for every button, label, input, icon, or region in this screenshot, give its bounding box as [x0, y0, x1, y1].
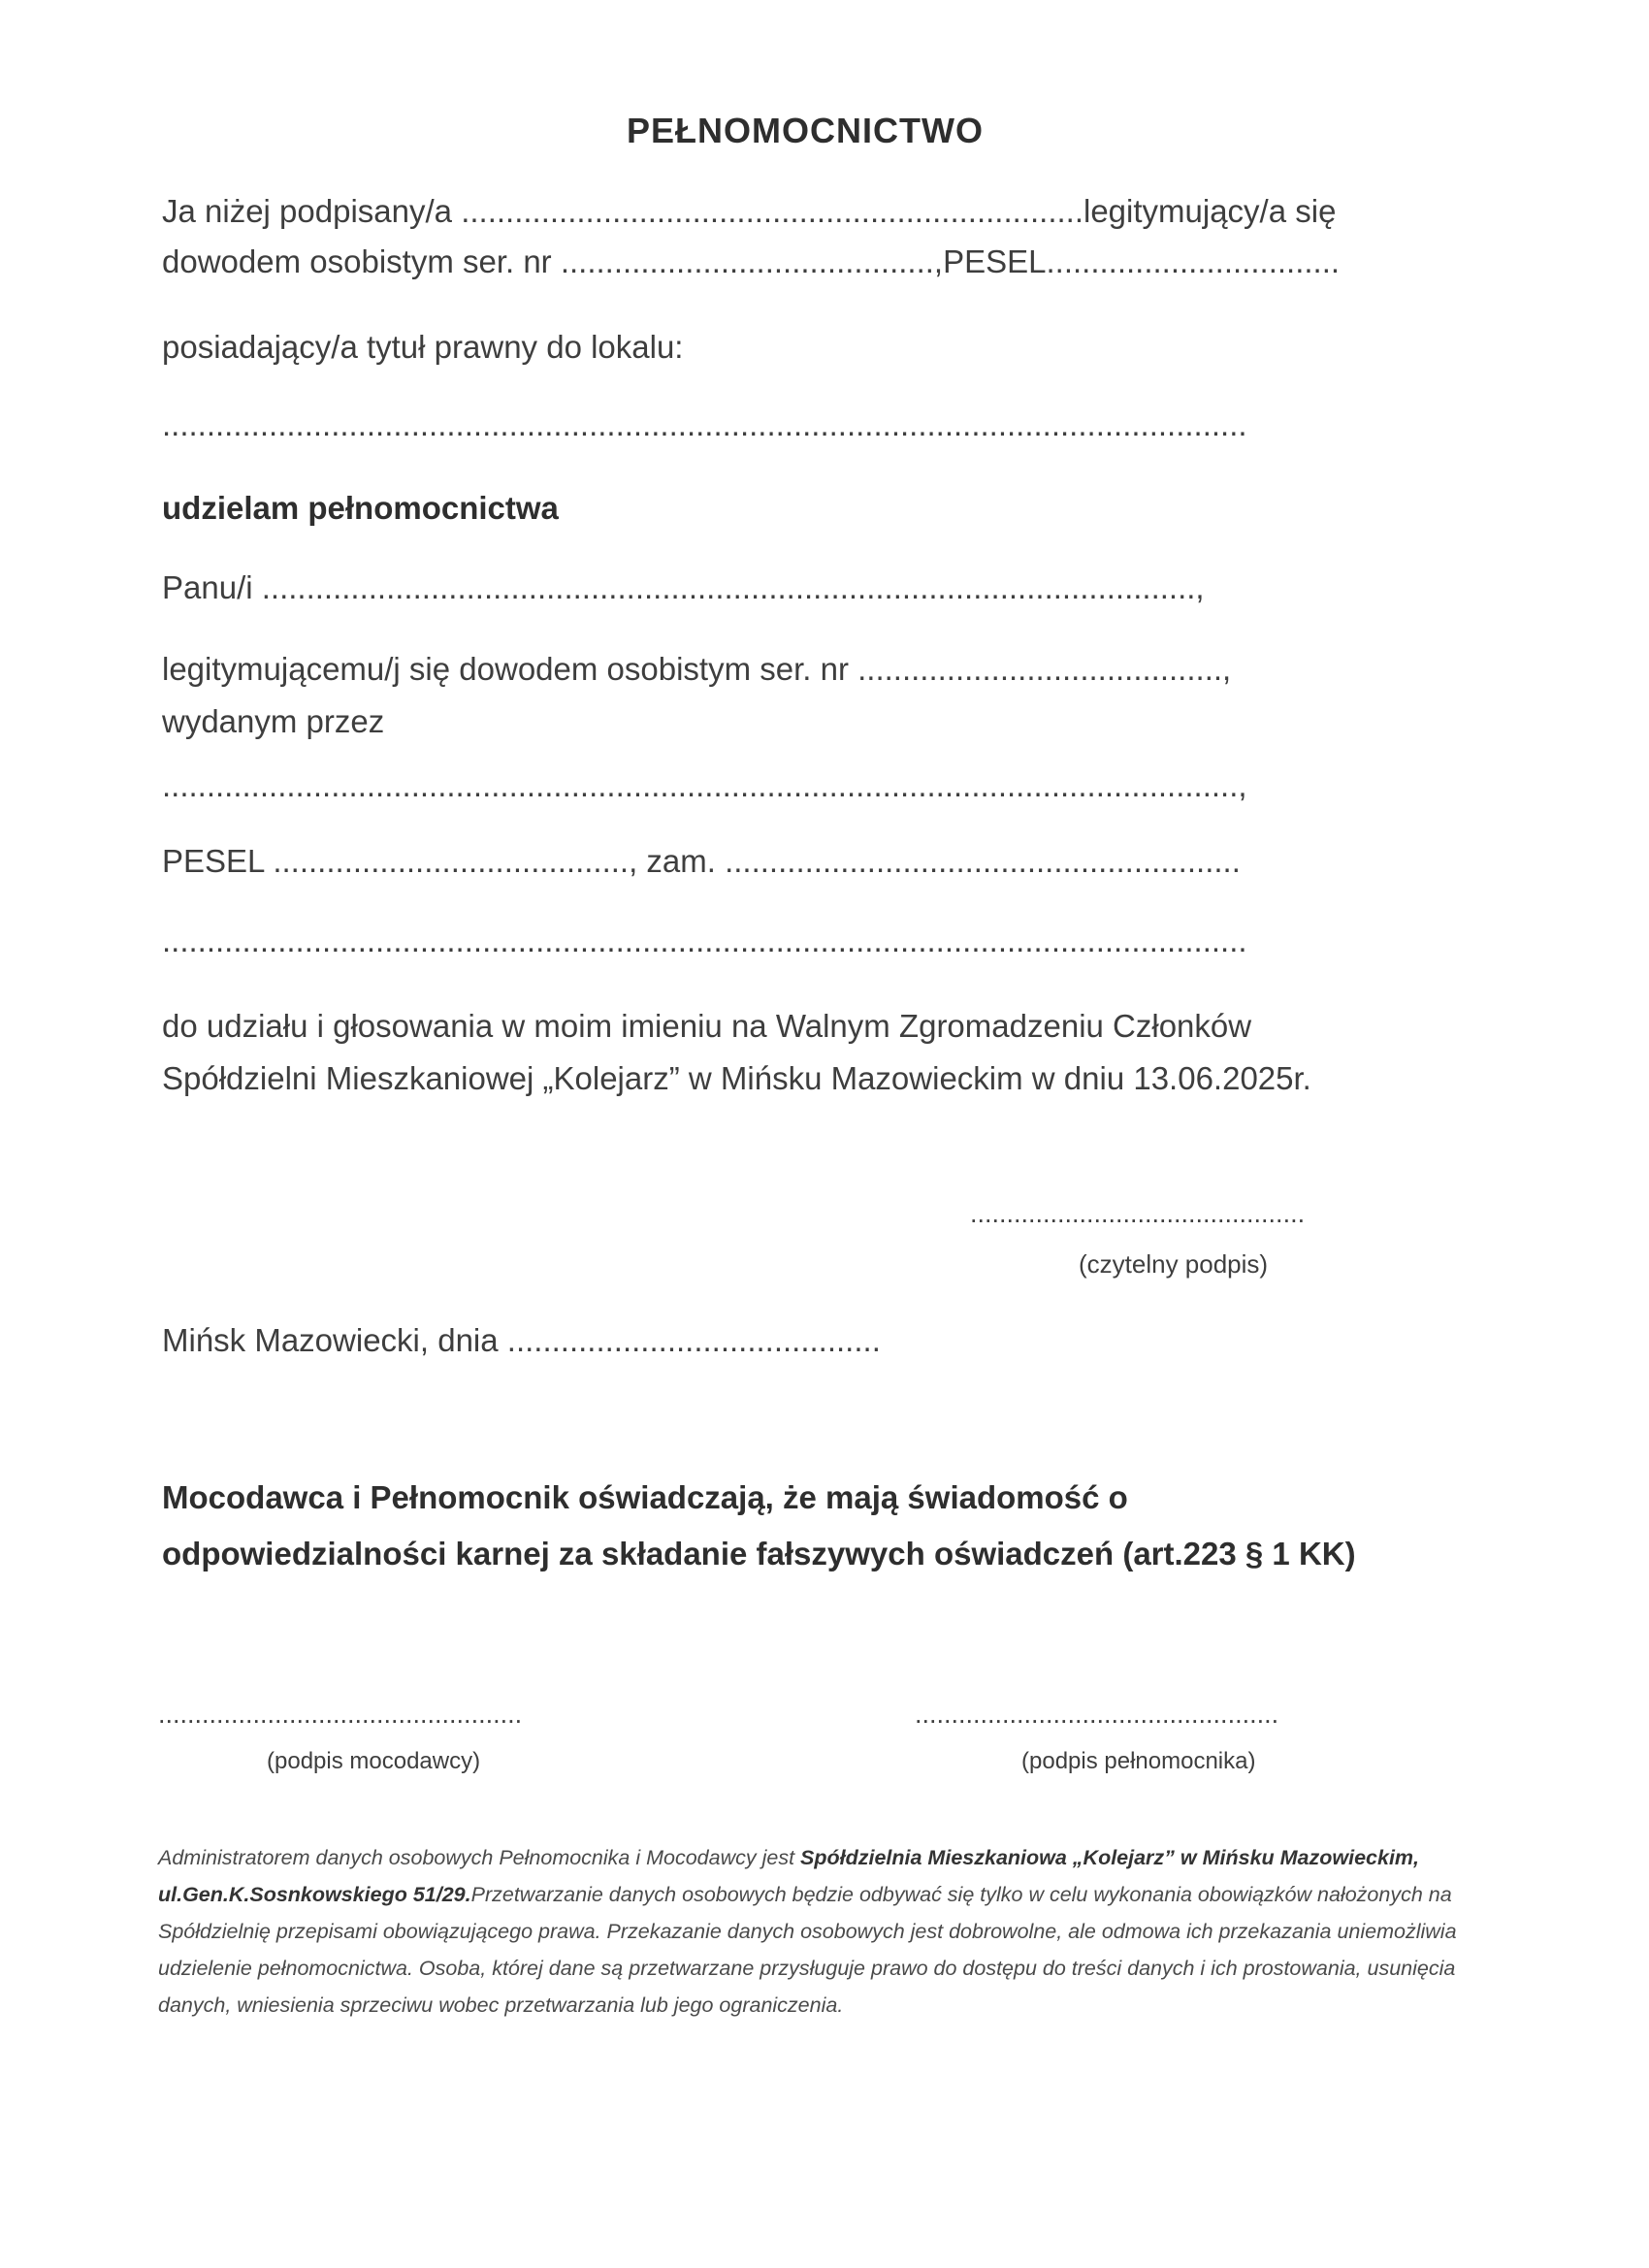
document-title: PEŁNOMOCNICTWO: [627, 111, 984, 150]
grant-heading: udzielam pełnomocnictwa: [162, 490, 559, 526]
purpose-line-1: do udziału i głosowania w moim imieniu na Walnym Zgromadzeniu Członków: [162, 1008, 1252, 1044]
principal-signature-caption: (podpis mocodawcy): [267, 1748, 481, 1774]
gdpr-body: Przetwarzanie danych osobowych będzie odbywać się tylko w celu wykonania obowiązków nałożonych na Spółdzielnię przepisami obowiązującego prawa. Przekazanie danych osobowych jest dobrowolne, ale odmowa ich przekazania uniemożliwia udzielenie pełnomocnictwa. Osoba, której dane są przetwarzane przysługuje prawo do dostępu do treści danych i ich prostowania, usunięcia danych, wniesienia sprzeciwu wobec przetwarzania lub jego ograniczenia.: [158, 1883, 1457, 2017]
place-date-line: Mińsk Mazowiecki, dnia ..........................................: [162, 1322, 881, 1358]
legal-title-dots: ..........................................................................................................................: [162, 406, 1247, 442]
attorney-signature-caption: (podpis pełnomocnika): [1021, 1748, 1256, 1774]
issued-by-dots: .........................................................................................................................,: [162, 767, 1247, 803]
issued-by-label: wydanym przez: [162, 703, 385, 739]
declaration-line-2: odpowiedzialności karnej za składanie fałszywych oświadczeń (art.223 § 1 KK): [162, 1536, 1356, 1571]
attorney-name-line: Panu/i .........................................................................................................,: [162, 569, 1205, 605]
attorney-pesel-address-line: PESEL ........................................, zam. ..........................................................: [162, 843, 1241, 879]
principal-name-line: Ja niżej podpisany/a ......................................................................legitymujący/a się: [162, 193, 1337, 229]
signature-caption: (czytelny podpis): [1079, 1249, 1269, 1279]
principal-id-line: dowodem osobistym ser. nr ..........................................,PESEL.................................: [162, 243, 1341, 279]
gdpr-administrator: Spółdzielnia Mieszkaniowa „Kolejarz” w Mińsku Mazowieckim, ul.Gen.K.Sosnkowskiego 51/29.: [158, 1846, 1420, 1906]
gdpr-notice: [158, 1839, 1463, 2024]
signature-dots: ..............................................: [970, 1199, 1306, 1228]
attorney-id-line: legitymującemu/j się dowodem osobistym ser. nr .........................................,: [162, 651, 1232, 687]
purpose-line-2: Spółdzielni Mieszkaniowej „Kolejarz” w Mińsku Mazowieckim w dniu 13.06.2025r.: [162, 1060, 1311, 1096]
gdpr-intro: Administratorem danych osobowych Pełnomocnika i Mocodawcy jest: [158, 1846, 801, 1869]
legal-title-label: posiadający/a tytuł prawny do lokalu:: [162, 329, 684, 365]
principal-signature-dots: ..................................................: [158, 1700, 523, 1729]
declaration-line-1: Mocodawca i Pełnomocnik oświadczają, że mają świadomość o: [162, 1479, 1128, 1515]
attorney-signature-dots: ..................................................: [915, 1700, 1279, 1729]
address-dots: ..........................................................................................................................: [162, 923, 1247, 958]
